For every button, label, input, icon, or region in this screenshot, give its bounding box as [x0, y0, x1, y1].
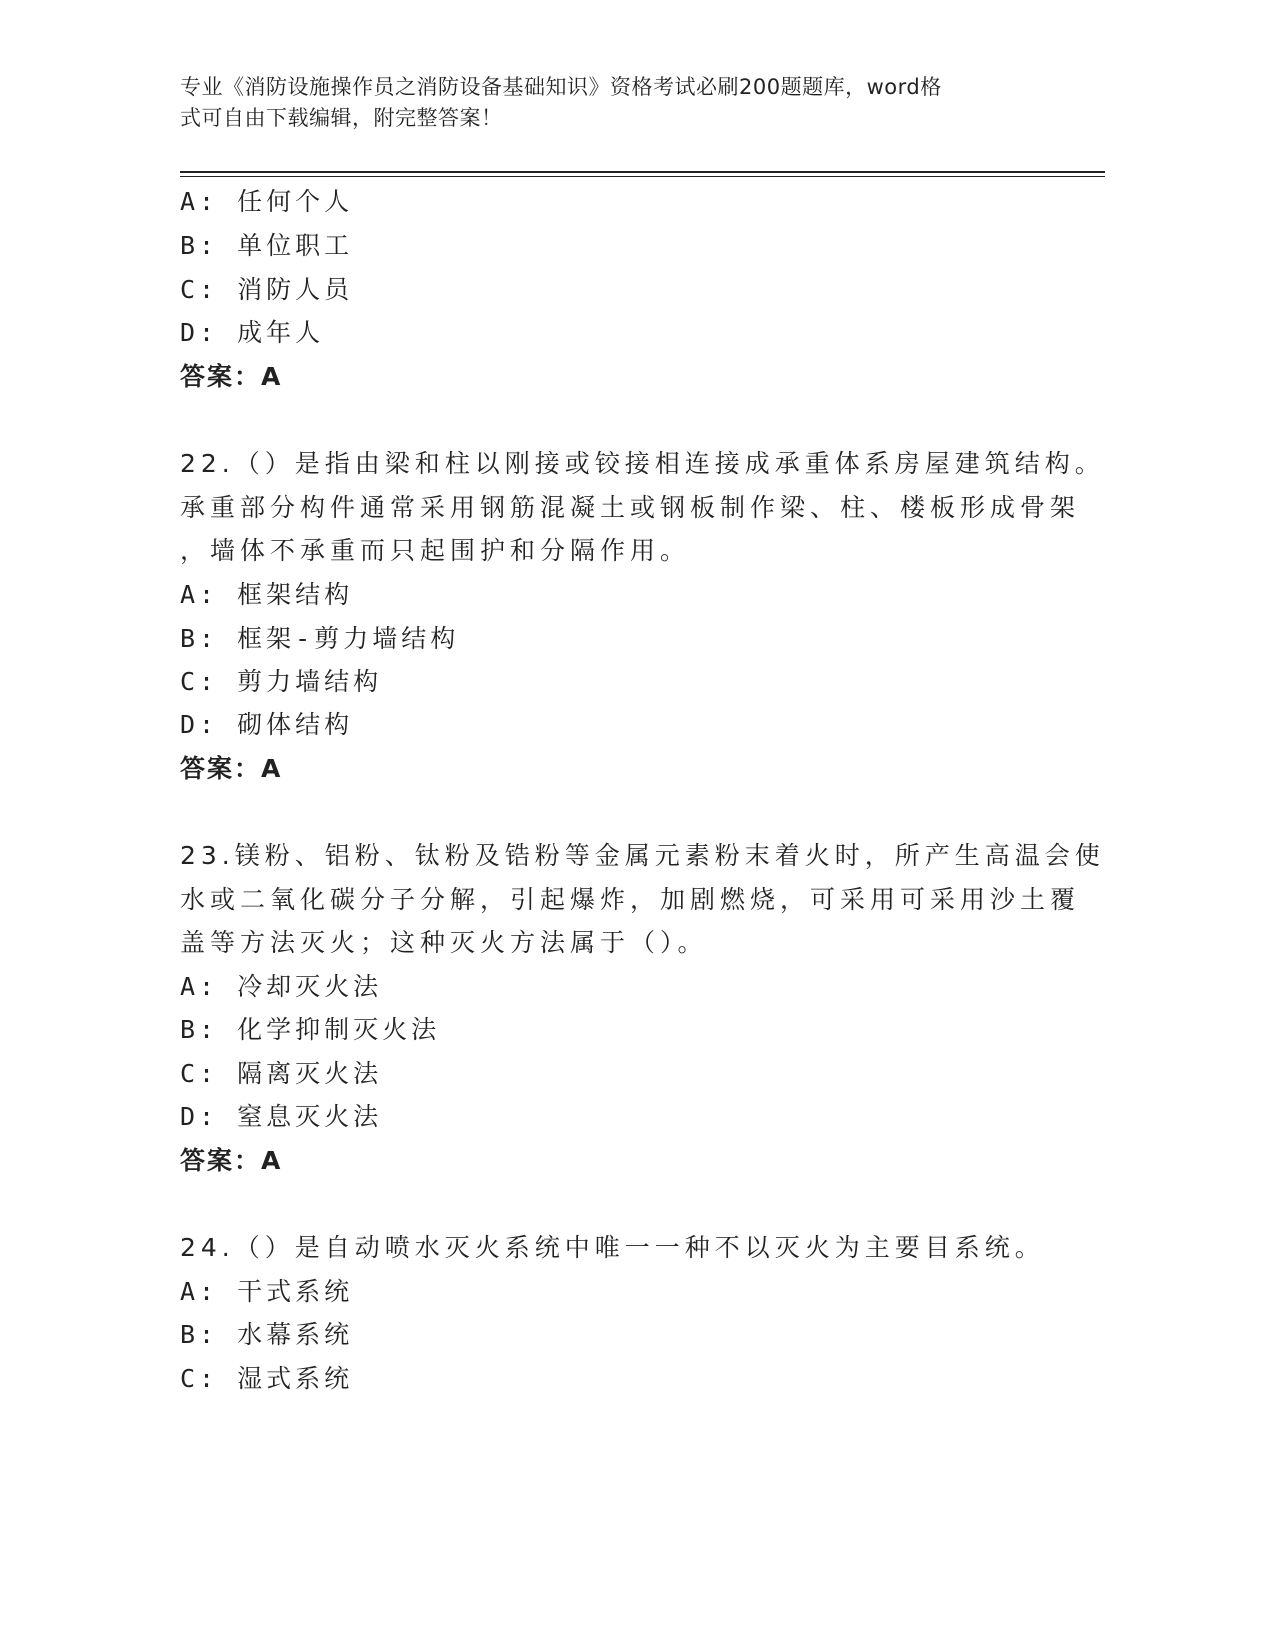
q22-option-d: D: 砌体结构: [180, 710, 354, 739]
header-line-1: 专业《消防设施操作员之消防设备基础知识》资格考试必刷200题题库，word格: [180, 75, 942, 99]
q21-option-b: B: 单位职工: [180, 231, 354, 260]
q22-answer: 答案：A: [180, 754, 283, 783]
header-divider-thin: [180, 176, 1105, 177]
q21-option-a: A: 任何个人: [180, 187, 354, 216]
q23-stem-line-1: 23.镁粉、铝粉、钛粉及锆粉等金属元素粉末着火时，所产生高温会使: [180, 841, 1105, 870]
q23-option-d: D: 窒息灭火法: [180, 1102, 383, 1131]
header-divider-thick: [180, 171, 1105, 173]
q23-stem-line-2: 水或二氧化碳分子分解，引起爆炸，加剧燃烧，可采用可采用沙土覆: [180, 885, 1081, 914]
q22-stem-line-2: 承重部分构件通常采用钢筋混凝土或钢板制作梁、柱、楼板形成骨架: [180, 493, 1081, 522]
q22-option-a: A: 框架结构: [180, 580, 354, 609]
q24-stem-line-1: 24.（）是自动喷水灭火系统中唯一一种不以灭火为主要目系统。: [180, 1233, 1045, 1262]
q24-option-b: B: 水幕系统: [180, 1320, 354, 1349]
q24-option-a: A: 干式系统: [180, 1277, 354, 1306]
q23-option-a: A: 冷却灭火法: [180, 972, 383, 1001]
q23-stem-line-3: 盖等方法灭火；这种灭火方法属于（）。: [180, 928, 708, 957]
q24-option-c: C: 湿式系统: [180, 1364, 354, 1393]
q22-option-c: C: 剪力墙结构: [180, 667, 383, 696]
q21-answer: 答案：A: [180, 362, 283, 391]
q22-option-b: B: 框架-剪力墙结构: [180, 624, 460, 653]
q23-answer: 答案：A: [180, 1146, 283, 1175]
q23-option-c: C: 隔离灭火法: [180, 1059, 383, 1088]
q22-stem-line-3: ，墙体不承重而只起围护和分隔作用。: [180, 536, 691, 565]
q22-stem-line-1: 22.（）是指由梁和柱以刚接或铰接相连接成承重体系房屋建筑结构。: [180, 449, 1105, 478]
q23-option-b: B: 化学抑制灭火法: [180, 1015, 441, 1044]
q21-option-d: D: 成年人: [180, 318, 325, 347]
header-line-2: 式可自由下载编辑，附完整答案！: [180, 106, 503, 130]
document-header: [180, 72, 1060, 134]
q21-option-c: C: 消防人员: [180, 275, 354, 304]
